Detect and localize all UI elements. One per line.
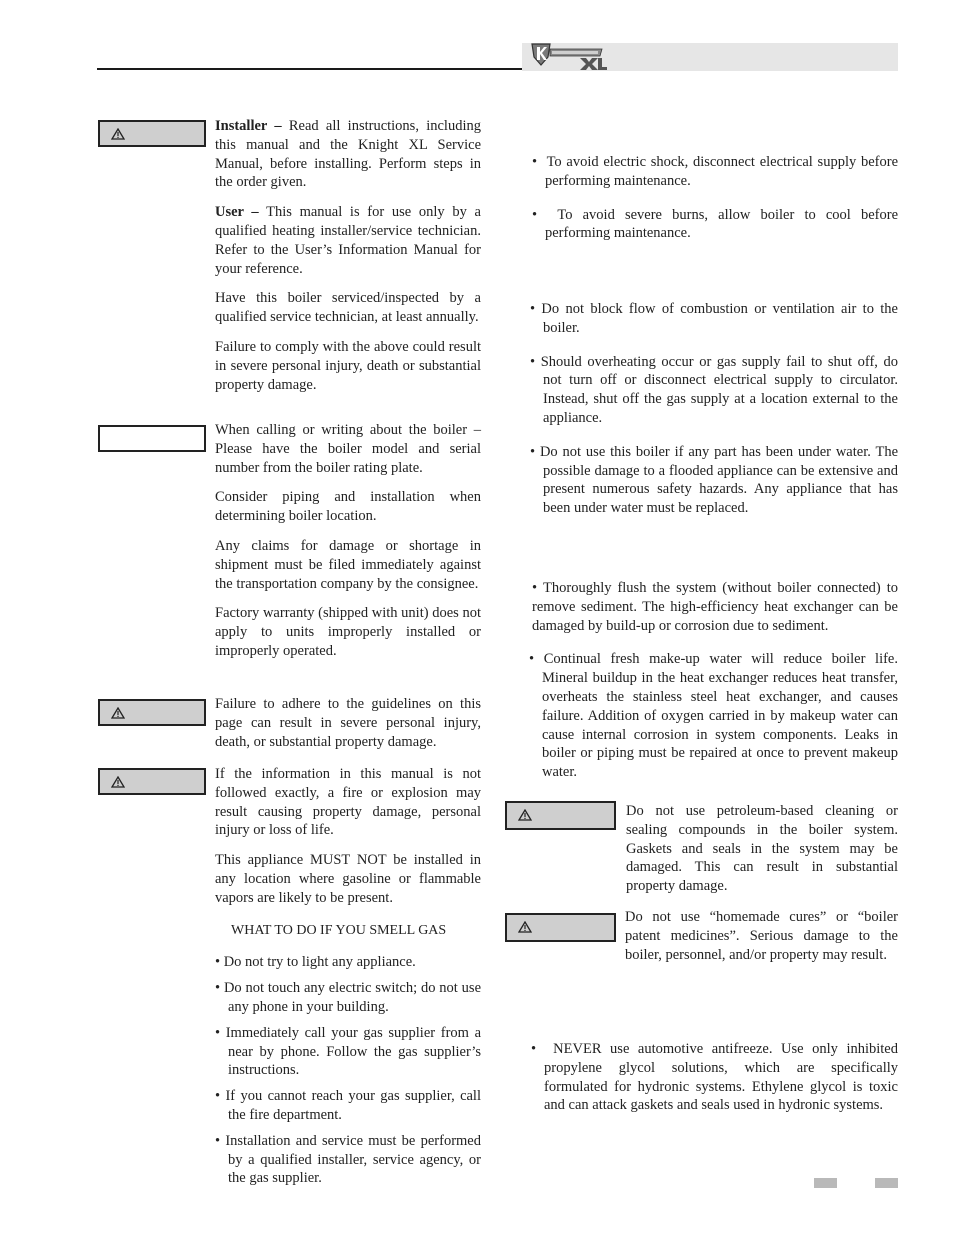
user-text: This manual is for use only by a qualified heating installer/service technician. Refer to the User’s Information Manual for your reference. (215, 204, 481, 277)
knight-xl-logo (528, 41, 608, 71)
smell-gas-item: • Do not touch any electric switch; do not use any phone in your building. (215, 980, 482, 1015)
antifreeze-item: • NEVER use automotive antifreeze. Use only inhibited propylene glycol solutions, which are specifically formulated for hydronic systems. Ethylene glycol is toxic and can attack gaskets and seals used in hydronic systems. (531, 1041, 898, 1114)
caution-box (505, 913, 616, 942)
warning-triangle-icon (111, 707, 125, 719)
warning-triangle-icon (111, 776, 125, 788)
user-paragraph (215, 203, 481, 278)
installer-paragraph (215, 117, 481, 192)
maintenance-item: • To avoid electric shock, disconnect electrical supply before performing maintenance. (532, 154, 899, 189)
smell-gas-item: • If you cannot reach your gas supplier, call the fire department. (215, 1088, 481, 1123)
warning-triangle-icon (518, 921, 532, 933)
maintenance-list (532, 153, 898, 254)
operation-item: • Should overheating occur or gas supply fail to shut off, do not turn off or disconnect electrical supply to circulator. Instead, shut off the gas supply at a location external to the appliance. (530, 353, 899, 426)
calling-paragraph: When calling or writing about the boiler – Please have the boiler model and serial number from the boiler rating plate. (215, 422, 481, 476)
gas-warning-block (215, 765, 481, 1195)
adhere-paragraph: Failure to adhere to the guidelines on this page can result in severe personal injury, death, or substantial property damage. (215, 696, 481, 750)
smell-gas-item: • Do not try to light any appliance. (215, 954, 416, 971)
warning-box (98, 699, 206, 726)
warning-box (98, 768, 206, 795)
footer-mark-left (814, 1178, 837, 1188)
installer-text: Read all instructions, including this manual and the Knight XL Service Manual, before installing. Perform steps in the order given. (215, 118, 481, 191)
operation-list (532, 300, 898, 529)
piping-paragraph: Consider piping and installation when determining boiler location. (215, 489, 481, 525)
smell-gas-heading: WHAT TO DO IF YOU SMELL GAS (231, 922, 447, 938)
notice-box (98, 425, 206, 452)
warranty-paragraph: Factory warranty (shipped with unit) does not apply to units improperly installed or improperly operated. (215, 605, 481, 659)
warning-triangle-icon (518, 809, 532, 821)
homemade-block (625, 908, 898, 975)
footer-mark-right (875, 1178, 898, 1188)
maintenance-item: • To avoid severe burns, allow boiler to cool before performing maintenance. (532, 206, 899, 242)
smell-gas-item: • Immediately call your gas supplier from a near by phone. Follow the gas supplier’s instructions. (215, 1024, 481, 1079)
operation-item: • Do not use this boiler if any part has been under water. The possible damage to a flooded appliance can be extensive and present numerous safety hazards. Any appliance that has been under water must be replaced. (530, 443, 899, 517)
homemade-paragraph: Do not use “homemade cures” or “boiler patent medicines”. Serious damage to the boiler, personnel, and/or property may result. (625, 909, 898, 963)
user-label: User – (215, 204, 259, 221)
operation-item: • Do not block flow of combustion or ventilation air to the boiler. (530, 301, 898, 336)
warning-box (98, 120, 206, 147)
installer-label: Installer – (215, 118, 282, 134)
adhere-block (215, 695, 481, 762)
service-paragraph: Have this boiler serviced/inspected by a qualified service technician, at least annually. (215, 290, 481, 326)
petroleum-block (626, 802, 898, 907)
water-item: • Thoroughly flush the system (without boiler connected) to remove sediment. The high-efficiency heat exchanger can be damaged by build-up or corrosion due to sediment. (532, 580, 898, 634)
water-item: • Continual fresh make-up water will reduce boiler life. Mineral buildup in the heat exchanger reduces heat transfer, overheats the stainless steel heat exchanger, and causes failure. Addition of oxygen carried in by makeup water can cause internal corrosion in system components. Leaks in boiler or piping must be repaired at once to prevent makeup water. (529, 651, 898, 781)
header-rule (97, 68, 522, 70)
info-paragraph: If the information in this manual is not followed exactly, a fire or explosion may result causing property damage, personal injury or loss of life. (215, 766, 481, 839)
gasoline-paragraph: This appliance MUST NOT be installed in any location where gasoline or flammable vapors are likely to be present. (215, 852, 481, 906)
notice-block (215, 421, 481, 672)
claims-paragraph: Any claims for damage or shortage in shipment must be filed immediately against the transportation company by the consignee. (215, 537, 481, 592)
installer-block (215, 117, 481, 405)
water-list (529, 579, 898, 793)
antifreeze-list (532, 1040, 898, 1126)
petroleum-paragraph: Do not use petroleum-based cleaning or sealing compounds in the boiler system. Gaskets and seals in the system may be damaged. This can result in substantial property damage. (626, 803, 898, 895)
caution-box (505, 801, 616, 830)
warning-triangle-icon (111, 128, 125, 140)
smell-gas-item: • Installation and service must be performed by a qualified installer, service agency, or the gas supplier. (215, 1132, 481, 1187)
failure-paragraph: Failure to comply with the above could result in severe personal injury, death or substantial property damage. (215, 338, 481, 393)
